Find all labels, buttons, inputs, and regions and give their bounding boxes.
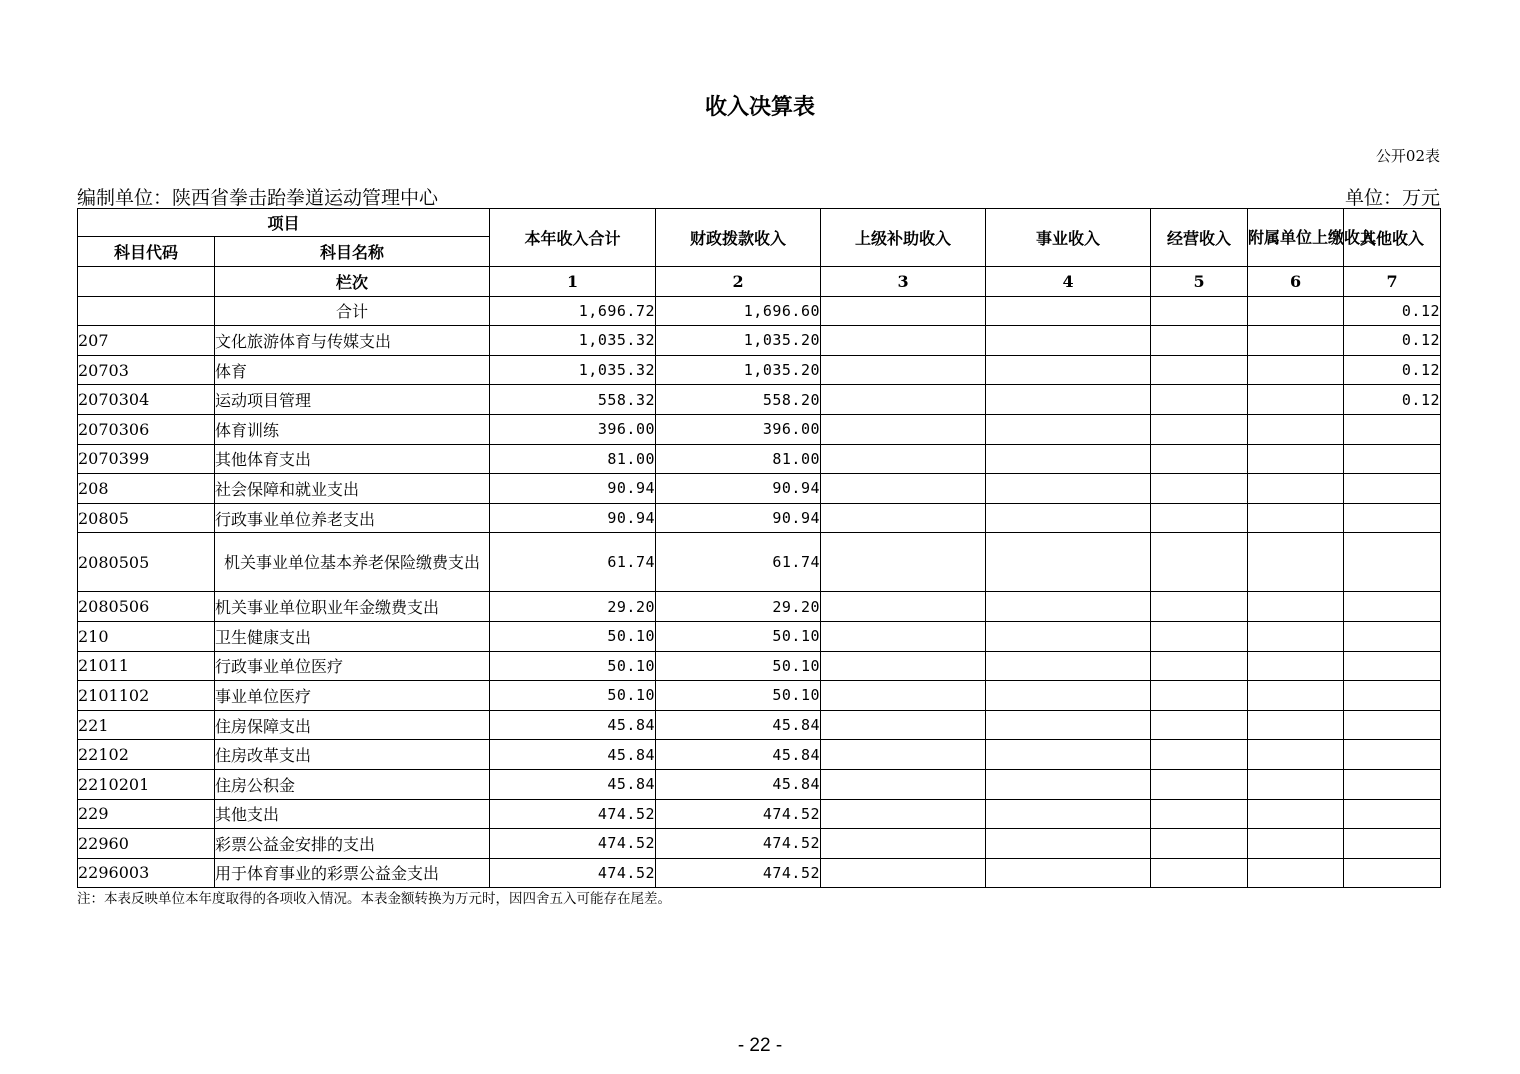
row-c7 (1344, 740, 1441, 770)
row-c1: 45.84 (490, 740, 656, 770)
row-code: 20805 (78, 503, 215, 533)
row-c6 (1248, 769, 1344, 799)
row-c1: 474.52 (490, 858, 656, 888)
row-c3 (821, 799, 986, 829)
page-title: 收入决算表 (704, 94, 815, 120)
row-c5 (1151, 355, 1248, 385)
row-c5 (1151, 621, 1248, 651)
income-table (77, 208, 1441, 888)
row-c7 (1344, 474, 1441, 504)
table-row (78, 355, 1441, 385)
row-c2: 29.20 (656, 592, 821, 622)
row-c4 (986, 681, 1151, 711)
row-name: 体育 (215, 355, 490, 385)
page-number: - 22 - (737, 1035, 783, 1056)
row-code: 210 (78, 621, 215, 651)
col-num-1: 1 (490, 267, 656, 297)
row-c4 (986, 592, 1151, 622)
header-info-line (77, 183, 1440, 209)
row-c5 (1151, 592, 1248, 622)
col-num-7: 7 (1344, 267, 1441, 297)
form-number: 公开02表 (1375, 147, 1440, 165)
row-c4 (986, 414, 1151, 444)
row-c2: 61.74 (656, 533, 821, 592)
row-c7 (1344, 769, 1441, 799)
row-c6 (1248, 326, 1344, 356)
row-c6 (1248, 533, 1344, 592)
row-name: 行政事业单位医疗 (215, 651, 490, 681)
org-label: 编制单位：陕西省拳击跆拳道运动管理中心 (77, 187, 439, 209)
row-c1: 558.32 (490, 385, 656, 415)
row-name: 用于体育事业的彩票公益金支出 (215, 858, 490, 888)
row-c3 (821, 414, 986, 444)
row-c7: 0.12 (1344, 385, 1441, 415)
row-c2: 81.00 (656, 444, 821, 474)
footnote: 注：本表反映单位本年度取得的各项收入情况。本表金额转换为万元时，因四舍五入可能存在尾差。 (77, 891, 671, 907)
row-name: 社会保障和就业支出 (215, 474, 490, 504)
row-name: 行政事业单位养老支出 (215, 503, 490, 533)
row-c1: 29.20 (490, 592, 656, 622)
row-name: 住房公积金 (215, 769, 490, 799)
total-c5 (1151, 296, 1248, 326)
row-c6 (1248, 681, 1344, 711)
row-c1: 90.94 (490, 474, 656, 504)
row-code: 20703 (78, 355, 215, 385)
row-name: 机关事业单位基本养老保险缴费支出 (215, 533, 490, 592)
row-c5 (1151, 651, 1248, 681)
row-c2: 474.52 (656, 858, 821, 888)
row-code: 22102 (78, 740, 215, 770)
row-c6 (1248, 829, 1344, 859)
table-row (78, 829, 1441, 859)
row-c6 (1248, 740, 1344, 770)
row-c2: 50.10 (656, 621, 821, 651)
header-item: 项目 (78, 209, 490, 237)
row-c5 (1151, 326, 1248, 356)
row-c4 (986, 621, 1151, 651)
row-c2: 474.52 (656, 829, 821, 859)
row-name: 运动项目管理 (215, 385, 490, 415)
row-code: 2101102 (78, 681, 215, 711)
row-c1: 45.84 (490, 769, 656, 799)
row-code: 2080506 (78, 592, 215, 622)
row-code: 2070306 (78, 414, 215, 444)
row-c2: 474.52 (656, 799, 821, 829)
row-c2: 45.84 (656, 769, 821, 799)
row-code: 229 (78, 799, 215, 829)
row-c3 (821, 533, 986, 592)
row-c1: 50.10 (490, 681, 656, 711)
row-c4 (986, 326, 1151, 356)
row-code: 207 (78, 326, 215, 356)
row-code: 2296003 (78, 858, 215, 888)
table-row (78, 858, 1441, 888)
row-c7 (1344, 533, 1441, 592)
total-c1: 1,696.72 (490, 296, 656, 326)
row-name: 文化旅游体育与传媒支出 (215, 326, 490, 356)
row-c5 (1151, 533, 1248, 592)
total-name: 合计 (215, 296, 490, 326)
table-row (78, 385, 1441, 415)
row-c6 (1248, 799, 1344, 829)
row-c5 (1151, 769, 1248, 799)
table-row (78, 414, 1441, 444)
col-num-5: 5 (1151, 267, 1248, 297)
row-c4 (986, 651, 1151, 681)
row-c2: 90.94 (656, 503, 821, 533)
row-name: 住房保障支出 (215, 710, 490, 740)
row-c3 (821, 769, 986, 799)
row-c4 (986, 710, 1151, 740)
row-c6 (1248, 385, 1344, 415)
row-c7 (1344, 829, 1441, 859)
header-col-index-label: 栏次 (215, 267, 490, 297)
row-c3 (821, 710, 986, 740)
row-c3 (821, 592, 986, 622)
col-num-2: 2 (656, 267, 821, 297)
row-c1: 474.52 (490, 829, 656, 859)
header-blank (78, 267, 215, 297)
row-c3 (821, 858, 986, 888)
header-col-2: 财政拨款收入 (656, 209, 821, 267)
row-c2: 50.10 (656, 681, 821, 711)
row-name: 卫生健康支出 (215, 621, 490, 651)
header-col-1: 本年收入合计 (490, 209, 656, 267)
row-code: 21011 (78, 651, 215, 681)
row-c2: 45.84 (656, 710, 821, 740)
row-c6 (1248, 710, 1344, 740)
table-row (78, 474, 1441, 504)
total-row (78, 296, 1441, 326)
row-c3 (821, 474, 986, 504)
col-num-4: 4 (986, 267, 1151, 297)
table-row (78, 533, 1441, 592)
row-c5 (1151, 414, 1248, 444)
row-c3 (821, 444, 986, 474)
row-c4 (986, 799, 1151, 829)
row-c1: 1,035.32 (490, 355, 656, 385)
row-c5 (1151, 740, 1248, 770)
total-code (78, 296, 215, 326)
row-code: 2080505 (78, 533, 215, 592)
row-code: 208 (78, 474, 215, 504)
table-row (78, 503, 1441, 533)
table-row (78, 651, 1441, 681)
total-c4 (986, 296, 1151, 326)
row-c2: 90.94 (656, 474, 821, 504)
row-c5 (1151, 385, 1248, 415)
table-row (78, 326, 1441, 356)
row-code: 2210201 (78, 769, 215, 799)
row-c6 (1248, 444, 1344, 474)
row-c6 (1248, 621, 1344, 651)
header-col-6: 附属单位上缴收入 (1248, 209, 1344, 267)
row-c5 (1151, 503, 1248, 533)
table-row (78, 444, 1441, 474)
row-code: 2070304 (78, 385, 215, 415)
header-code: 科目代码 (78, 237, 215, 267)
row-c5 (1151, 799, 1248, 829)
row-c1: 474.52 (490, 799, 656, 829)
row-c4 (986, 858, 1151, 888)
row-code: 22960 (78, 829, 215, 859)
row-c4 (986, 355, 1151, 385)
row-c7 (1344, 621, 1441, 651)
col-num-3: 3 (821, 267, 986, 297)
row-c7 (1344, 710, 1441, 740)
row-c4 (986, 474, 1151, 504)
row-c4 (986, 385, 1151, 415)
row-c2: 45.84 (656, 740, 821, 770)
row-c6 (1248, 858, 1344, 888)
row-c2: 50.10 (656, 651, 821, 681)
row-c1: 45.84 (490, 710, 656, 740)
row-code: 221 (78, 710, 215, 740)
table-row (78, 681, 1441, 711)
header-col-3: 上级补助收入 (821, 209, 986, 267)
table-row (78, 740, 1441, 770)
row-c5 (1151, 829, 1248, 859)
row-c6 (1248, 414, 1344, 444)
row-c7 (1344, 799, 1441, 829)
row-c1: 50.10 (490, 651, 656, 681)
row-c4 (986, 533, 1151, 592)
row-c3 (821, 385, 986, 415)
row-name: 彩票公益金安排的支出 (215, 829, 490, 859)
row-name: 其他体育支出 (215, 444, 490, 474)
row-c7 (1344, 444, 1441, 474)
row-c3 (821, 355, 986, 385)
row-c7 (1344, 651, 1441, 681)
header-col-5: 经营收入 (1151, 209, 1248, 267)
row-c4 (986, 444, 1151, 474)
row-c6 (1248, 651, 1344, 681)
row-c7: 0.12 (1344, 326, 1441, 356)
row-c7 (1344, 414, 1441, 444)
row-c7: 0.12 (1344, 355, 1441, 385)
total-c7: 0.12 (1344, 296, 1441, 326)
row-c3 (821, 621, 986, 651)
row-c3 (821, 503, 986, 533)
row-c1: 50.10 (490, 621, 656, 651)
row-name: 机关事业单位职业年金缴费支出 (215, 592, 490, 622)
row-c3 (821, 651, 986, 681)
row-c2: 558.20 (656, 385, 821, 415)
col-num-6: 6 (1248, 267, 1344, 297)
row-c6 (1248, 503, 1344, 533)
row-c2: 1,035.20 (656, 355, 821, 385)
row-name: 住房改革支出 (215, 740, 490, 770)
header-col-4: 事业收入 (986, 209, 1151, 267)
row-c3 (821, 740, 986, 770)
row-c3 (821, 326, 986, 356)
row-c5 (1151, 681, 1248, 711)
row-code: 2070399 (78, 444, 215, 474)
table-row (78, 769, 1441, 799)
total-c2: 1,696.60 (656, 296, 821, 326)
total-c3 (821, 296, 986, 326)
row-c7 (1344, 503, 1441, 533)
row-name: 事业单位医疗 (215, 681, 490, 711)
row-c1: 90.94 (490, 503, 656, 533)
table-row (78, 621, 1441, 651)
row-name: 其他支出 (215, 799, 490, 829)
row-c4 (986, 740, 1151, 770)
row-c1: 396.00 (490, 414, 656, 444)
header-name: 科目名称 (215, 237, 490, 267)
row-name: 体育训练 (215, 414, 490, 444)
row-c6 (1248, 355, 1344, 385)
row-c4 (986, 503, 1151, 533)
table-row (78, 799, 1441, 829)
row-c1: 61.74 (490, 533, 656, 592)
row-c4 (986, 769, 1151, 799)
total-c6 (1248, 296, 1344, 326)
header-col-7: 其他收入 (1344, 209, 1441, 267)
row-c2: 1,035.20 (656, 326, 821, 356)
row-c5 (1151, 858, 1248, 888)
row-c4 (986, 829, 1151, 859)
row-c1: 81.00 (490, 444, 656, 474)
row-c5 (1151, 710, 1248, 740)
row-c2: 396.00 (656, 414, 821, 444)
row-c5 (1151, 474, 1248, 504)
row-c6 (1248, 474, 1344, 504)
row-c7 (1344, 858, 1441, 888)
row-c3 (821, 681, 986, 711)
table-row (78, 592, 1441, 622)
row-c7 (1344, 592, 1441, 622)
table-row (78, 710, 1441, 740)
row-c1: 1,035.32 (490, 326, 656, 356)
unit-label: 单位：万元 (1344, 187, 1440, 209)
row-c3 (821, 829, 986, 859)
row-c5 (1151, 444, 1248, 474)
row-c7 (1344, 681, 1441, 711)
row-c6 (1248, 592, 1344, 622)
